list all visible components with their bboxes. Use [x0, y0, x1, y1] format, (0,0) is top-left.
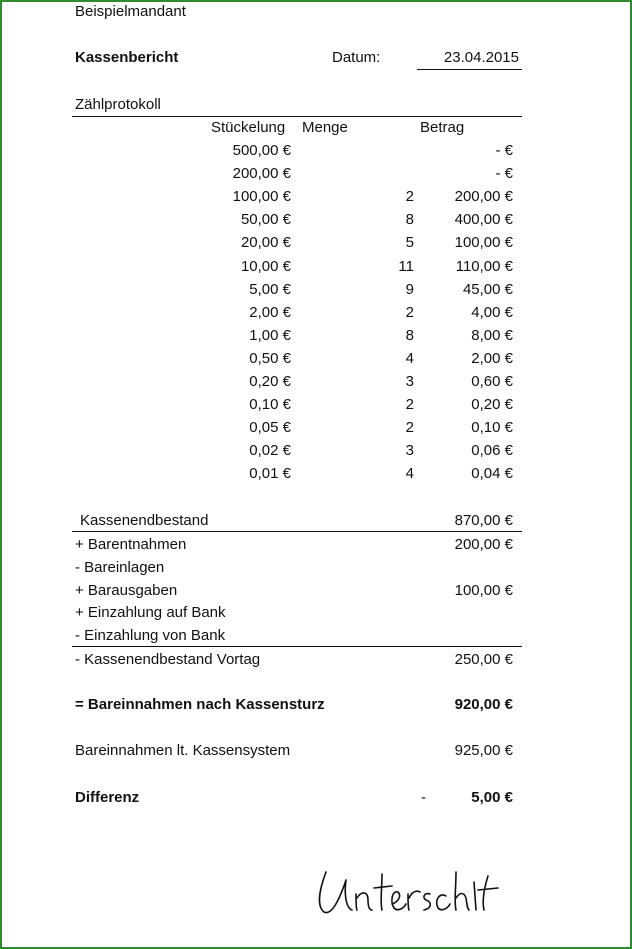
quantity-cell: 2 — [405, 396, 414, 414]
report-title: Kassenbericht — [75, 49, 179, 66]
quantity-cell: 3 — [405, 442, 414, 460]
system-receipts-label: Bareinnahmen lt. Kassensystem — [75, 742, 291, 759]
denomination-cell: 2,00 € — [249, 303, 291, 321]
quantity-cell: 3 — [405, 373, 414, 390]
column-header-quantity: Menge — [302, 119, 348, 136]
amount-cell: 200,00 € — [454, 188, 513, 206]
bank-withdrawal-label: - Einzahlung von Bank — [75, 627, 226, 644]
denomination-cell: 50,00 € — [240, 211, 291, 229]
amount-cell: - € — [495, 142, 513, 159]
amount-cell: 100,00 € — [454, 234, 513, 252]
denomination-cell: 5,00 € — [249, 280, 291, 298]
system-receipts-value: 925,00 € — [454, 742, 513, 759]
amount-cell: 0,06 € — [471, 442, 513, 460]
count-protocol-heading: Zählprotokoll — [75, 96, 161, 113]
previous-balance-label: - Kassenendbestand Vortag — [75, 651, 261, 668]
amount-cell: 110,00 € — [455, 257, 513, 275]
difference-value: 5,00 € — [471, 789, 513, 806]
denomination-cell: 0,02 € — [249, 442, 291, 460]
amount-cell: 2,00 € — [471, 349, 513, 367]
amount-cell: 45,00 € — [462, 280, 513, 298]
closing-balance-rule — [72, 531, 522, 532]
amount-cell: 4,00 € — [471, 303, 513, 321]
denomination-cell: 500,00 € — [232, 142, 291, 159]
quantity-cell: 8 — [405, 211, 414, 229]
quantity-cell: 8 — [405, 326, 414, 344]
withdrawals-label: + Barentnahmen — [75, 536, 187, 553]
expenses-value: 100,00 € — [454, 582, 513, 599]
cash-receipts-label: = Bareinnahmen nach Kassensturz — [75, 696, 325, 713]
difference-label: Differenz — [75, 789, 140, 806]
cash-receipts-value: 920,00 € — [454, 696, 513, 713]
count-protocol-rule — [72, 116, 522, 117]
amount-cell: 0,04 € — [471, 465, 513, 483]
denomination-cell: 0,50 € — [249, 349, 291, 367]
quantity-cell: 5 — [405, 234, 414, 252]
denomination-cell: 100,00 € — [232, 188, 291, 206]
quantity-cell: 4 — [405, 349, 414, 367]
date-value: 23.04.2015 — [443, 49, 519, 66]
company-name: Beispielmandant — [75, 3, 186, 20]
difference-sign: - — [421, 789, 426, 806]
closing-balance-label: Kassenendbestand — [80, 512, 209, 529]
denomination-cell: 0,10 € — [249, 396, 291, 414]
quantity-cell: 4 — [405, 465, 414, 483]
amount-cell: 400,00 € — [454, 211, 513, 229]
denomination-cell: 10,00 € — [240, 257, 291, 275]
quantity-cell: 9 — [405, 280, 414, 298]
date-underline — [417, 69, 522, 70]
quantity-cell: 11 — [398, 257, 414, 275]
closing-balance-value: 870,00 € — [454, 512, 513, 529]
signature-handwriting — [312, 858, 502, 928]
amount-cell: 0,20 € — [471, 396, 513, 414]
amount-cell: 0,60 € — [471, 373, 513, 390]
previous-balance-value: 250,00 € — [454, 651, 513, 668]
denomination-cell: 0,01 € — [249, 465, 291, 483]
denomination-cell: 20,00 € — [240, 234, 291, 252]
expenses-label: + Barausgaben — [75, 582, 178, 599]
bank-deposit-label: + Einzahlung auf Bank — [75, 604, 226, 621]
withdrawals-value: 200,00 € — [454, 536, 513, 553]
column-header-denomination: Stückelung — [211, 119, 286, 136]
denomination-cell: 0,05 € — [249, 419, 291, 437]
amount-cell: 8,00 € — [471, 326, 513, 344]
date-label: Datum: — [332, 49, 381, 66]
denomination-cell: 200,00 € — [232, 165, 291, 183]
denomination-cell: 1,00 € — [249, 326, 291, 344]
deposits-label: - Bareinlagen — [75, 559, 165, 576]
quantity-cell: 2 — [405, 419, 414, 437]
quantity-cell: 2 — [405, 303, 414, 321]
previous-balance-rule — [72, 646, 522, 647]
denomination-cell: 0,20 € — [249, 373, 291, 390]
amount-cell: 0,10 € — [471, 419, 513, 437]
column-header-amount: Betrag — [420, 119, 465, 136]
amount-cell: - € — [495, 165, 513, 183]
quantity-cell: 2 — [405, 188, 414, 206]
